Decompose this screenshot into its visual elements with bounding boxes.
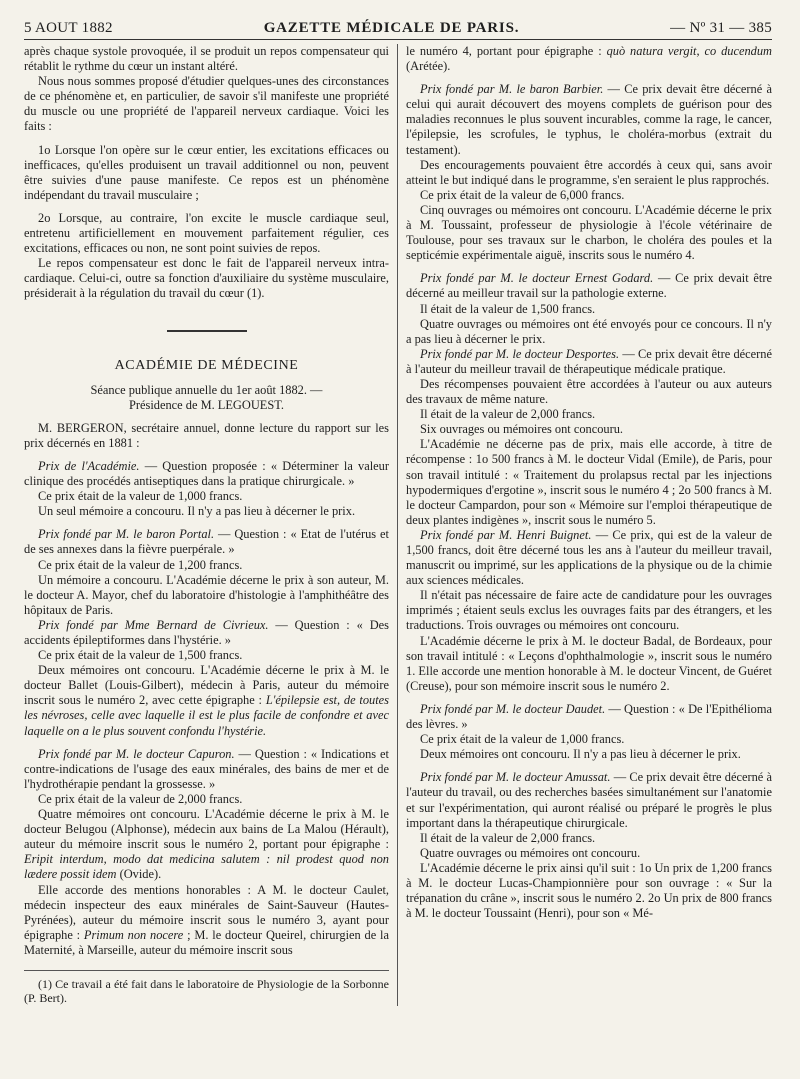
epigraph: Primum non nocere (83, 927, 184, 942)
paragraph: Nous nous sommes proposé d'étudier quelques-unes des circonstances de ce phénomène et, en particulier, de savoir s'il manifeste une propriété du muscle ou une propriété de l'appareil nerveux cardiaque. Voici les faits : (24, 74, 389, 134)
prize-name: Prix fondé par M. le baron Barbier. (420, 82, 604, 97)
prize-question: — Question : « Des accidents épileptiformes dans l'hystérie. » (24, 617, 389, 647)
prize-question: — Question : « De l'Epithélioma des lèvres. » (406, 701, 772, 732)
header-date: 5 AOUT 1882 (24, 20, 113, 36)
prize-name: Prix fondé par M. le docteur Desportes. (420, 346, 620, 361)
prize-heading (406, 702, 772, 732)
paragraph-text: Quatre mémoires ont concouru. L'Académie décerne le prix à M. le docteur Belugou (Alphonse), médecin aux bains de La Malou (Hérault), auteur du mémoire inscrit sous le numéro 2, portant pour épigraphe : (24, 807, 389, 852)
session-line: Séance publique annuelle du 1er août 1882. — (90, 382, 323, 397)
prize-name: Prix de l'Académie. (38, 458, 140, 473)
paragraph: L'Académie décerne le prix à M. le docteur Badal, de Bordeaux, pour son travail intitulé : « Leçons d'ophthalmologie », inscrit sous le numéro 1. Elle accorde une mention honorable à M. le docteur Vincent, de Guéret (Creuse), pour son mémoire inscrit sous le numéro 2. (406, 633, 772, 693)
paragraph: Six ouvrages ou mémoires ont concouru. (420, 422, 624, 437)
presidence-line: Présidence de M. LEGOUEST. (129, 397, 284, 412)
footnote-divider (24, 970, 389, 971)
paragraph: 1o Lorsque l'on opère sur le cœur entier, les excitations efficaces ou inefficaces, qu'elles produisent un travail additionnel ou non, peuvent être suivies d'une pause manifeste. Ce repos est un phénomène indépendant du travail musculaire ; (24, 142, 389, 202)
prize-name: Prix fondé par M. le docteur Capuron. (38, 746, 235, 761)
paragraph-text: Elle accorde des mentions honorables : A M. le docteur Caulet, médecin inspecteur des eaux minérales de Saint-Sauveur (Hautes-Pyrénées), auteur du mémoire inscrit sous le numéro 3, ayant pour épigraphe : (24, 882, 389, 942)
paragraph (24, 663, 389, 738)
prize-name: Prix fondé par Mme Bernard de Civrieux. (38, 617, 269, 632)
prize-heading (406, 347, 772, 377)
paragraph: Un mémoire a concouru. L'Académie décerne le prix à son auteur, M. le docteur A. Mayor, chef du laboratoire d'histologie à l'amphithéâtre des hôpitaux de Paris. (24, 572, 389, 617)
prize-heading (406, 82, 772, 157)
prize-heading (24, 527, 389, 557)
paragraph: Ce prix était de la valeur de 1,500 francs. (38, 648, 243, 663)
paragraph: Des récompenses pouvaient être accordées à l'auteur ou aux auteurs des travaux de même nature. (406, 376, 772, 407)
paragraph-text: (Arétée). (406, 59, 451, 74)
two-column-body (24, 44, 772, 1006)
paragraph-text: ; M. le docteur Queirel, chirurgien de la Maternité, à Marseille, auteur du mémoire inscrit sous (24, 927, 389, 957)
paragraph-text: (Ovide). (116, 867, 162, 882)
paragraph-text: Deux mémoires ont concouru. L'Académie décerne le prix à M. le docteur Ballet (Louis-Gilbert), médecin à Paris, auteur du mémoire inscrit sous le numéro 2, avec cette épigraphe : (24, 663, 389, 708)
prize-question: — Ce prix devait être décerné à l'auteur du meilleur travail de thérapeutique médicale pratique. (406, 346, 772, 376)
prize-name: Prix fondé par M. Henri Buignet. (420, 527, 592, 542)
prize-question: — Ce prix, qui est de la valeur de 1,500 francs, doit être décerné tous les ans à l'auteur du meilleur travail, manuscrit ou imprimé, sur les applications de la physique ou de la chimie aux sciences médicales. (406, 527, 772, 588)
prize-heading (24, 459, 389, 489)
prize-heading (24, 747, 389, 792)
left-column (24, 44, 398, 1006)
paragraph: Il était de la valeur de 1,500 francs. (420, 301, 596, 316)
paragraph: après chaque systole provoquée, il se produit un repos compensateur qui rétablit le rythme du cœur un instant altéré. (24, 44, 389, 74)
paragraph: Il n'était pas nécessaire de faire acte de candidature pour les ouvrages imprimés ; étaient seuls exclus les ouvrages faits par des étrangers, et les traductions. Trois ouvrages ou mémoires ont concouru. (406, 588, 772, 633)
paragraph: Quatre ouvrages ou mémoires ont concouru. (420, 845, 641, 860)
prize-heading (406, 770, 772, 830)
paragraph: Des encouragements pouvaient être accordés à ceux qui, sans avoir atteint le but indiqué dans le programme, s'en seraient le plus rapprochés. (406, 157, 772, 187)
prize-name: Prix fondé par M. le baron Portal. (38, 527, 215, 542)
prize-name: Prix fondé par M. le docteur Daudet. (420, 701, 606, 716)
prize-question: — Ce prix devait être décerné à l'auteur du travail, ou des recherches basées simultanément sur l'anatomie et sur l'expérimentation, qui auront réalisé ou préparé le progrès le plus important dans la thérapeutique chirurgicale. (406, 770, 772, 830)
paragraph: Ce prix était de la valeur de 2,000 francs. (38, 791, 243, 806)
right-column (398, 44, 772, 1006)
paragraph-text: le numéro 4, portant pour épigraphe : (406, 44, 607, 58)
paragraph: Ce prix était de la valeur de 1,000 francs. (420, 732, 625, 747)
prize-heading (24, 618, 389, 648)
paragraph: Deux mémoires ont concouru. Il n'y a pas lieu à décerner le prix. (420, 747, 741, 762)
paragraph: Ce prix était de la valeur de 1,000 francs. (38, 489, 243, 504)
header-issue: — Nº 31 — 385 (670, 20, 772, 36)
paragraph: Ce prix était de la valeur de 1,200 francs. (38, 557, 243, 572)
paragraph: Il était de la valeur de 2,000 francs. (420, 407, 596, 422)
paragraph: L'Académie ne décerne pas de prix, mais elle accorde, à titre de récompense : 1o 500 francs à M. le docteur Vidal (Emile), de Paris, pour son travail intitulé : « Traitement du prolapsus rectal par les injections hypodermiques d'ergotine », inscrit sous le numéro 4 ; 2o 500 francs à M. le docteur Campardon, pour son « Mémoire sur l'emploi thérapeutique de deux plantes indigènes », inscrit sous le numéro 5. (406, 437, 772, 527)
paragraph: Un seul mémoire a concouru. Il n'y a pas lieu à décerner le prix. (38, 504, 356, 519)
prize-name: Prix fondé par M. le docteur Ernest Godard. (420, 271, 654, 286)
paragraph: L'Académie décerne le prix ainsi qu'il suit : 1o Un prix de 1,200 francs à M. le docteur Lucas-Championnière pour son ouvrage : « Sur la trépanation du crâne », inscrit sous le numéro 2. 2o Un prix de 800 francs à M. le docteur Toussaint (Henri), pour son « Mé- (406, 860, 772, 921)
section-title: ACADÉMIE DE MÉDECINE (114, 357, 299, 373)
paragraph: Quatre ouvrages ou mémoires ont été envoyés pour ce concours. Il n'y a pas lieu à décerner le prix. (406, 316, 772, 346)
paragraph: 2o Lorsque, au contraire, l'on excite le muscle cardiaque seul, entretenu artificiellement en mouvement parfaitement régulier, ces excitations, efficaces ou non, ne sont point suivies de repos. (24, 210, 389, 256)
epigraph: Eripit interdum, modo dat medicina salutem : nil prodest quod non lædere possit idem (24, 852, 389, 882)
prize-heading (406, 271, 772, 301)
prize-question: — Question : « Indications et contre-indications de l'usage des eaux minérales, des bains de mer et de l'hydrothérapie pendant la grossesse. » (24, 746, 389, 791)
prize-name: Prix fondé par M. le docteur Amussat. (420, 770, 611, 785)
paragraph: Le repos compensateur est donc le fait de l'appareil nerveux intra-cardiaque. Celui-ci, outre sa fonction d'auxiliaire du système musculaire, présiderait à la régulation du travail du cœur (1). (24, 256, 389, 301)
prize-question: — Question : « Etat de l'utérus et de ses annexes dans la fièvre puerpérale. » (24, 527, 389, 557)
paragraph (406, 44, 772, 74)
footnote-text: (1) Ce travail a été fait dans le laboratoire de Physiologie de la Sorbonne (P. Bert). (24, 976, 389, 1006)
paragraph: Ce prix était de la valeur de 6,000 francs. (420, 187, 625, 202)
section-divider (167, 330, 247, 332)
prize-heading (406, 528, 772, 588)
epigraph: L'épilepsie est, de toutes les névroses, celle avec laquelle il est le plus facile de confondre et avec laquelle on a le plus souvent confondu l'hystérie. (24, 693, 389, 738)
footnote (24, 977, 389, 1006)
paragraph: Cinq ouvrages ou mémoires ont concouru. L'Académie décerne le prix à M. Toussaint, professeur de physiologie à l'école vétérinaire de Toulouse, pour ses travaux sur le charbon, le choléra des poules et la septicémie expérimentale aiguë, inscrits sous le numéro 4. (406, 202, 772, 263)
prize-question: — Ce prix devait être décerné au meilleur travail sur la pathologie externe. (406, 271, 772, 301)
paragraph (24, 883, 389, 958)
header-title: GAZETTE MÉDICALE DE PARIS. (263, 20, 520, 36)
paragraph: Il était de la valeur de 2,000 francs. (420, 830, 596, 845)
prize-question: — Question proposée : « Déterminer la valeur clinique des procédés antiseptiques dans la pratique chirurgicale. » (24, 458, 389, 489)
paragraph: M. BERGERON, secrétaire annuel, donne lecture du rapport sur les prix décernés en 1881 : (24, 420, 389, 450)
epigraph: quò natura vergit, co ducendum (606, 44, 772, 58)
prize-question: — Ce prix devait être décerné à celui qui aurait découvert des moyens complets de guérison pour des maladies reconnues le plus souvent incurables, comme la rage, le cancer, l'épilepsie, les scrofules, le typhus, le choléra-morbus (extrait du testament). (406, 82, 772, 157)
page-header (24, 0, 772, 40)
paragraph (24, 807, 389, 882)
